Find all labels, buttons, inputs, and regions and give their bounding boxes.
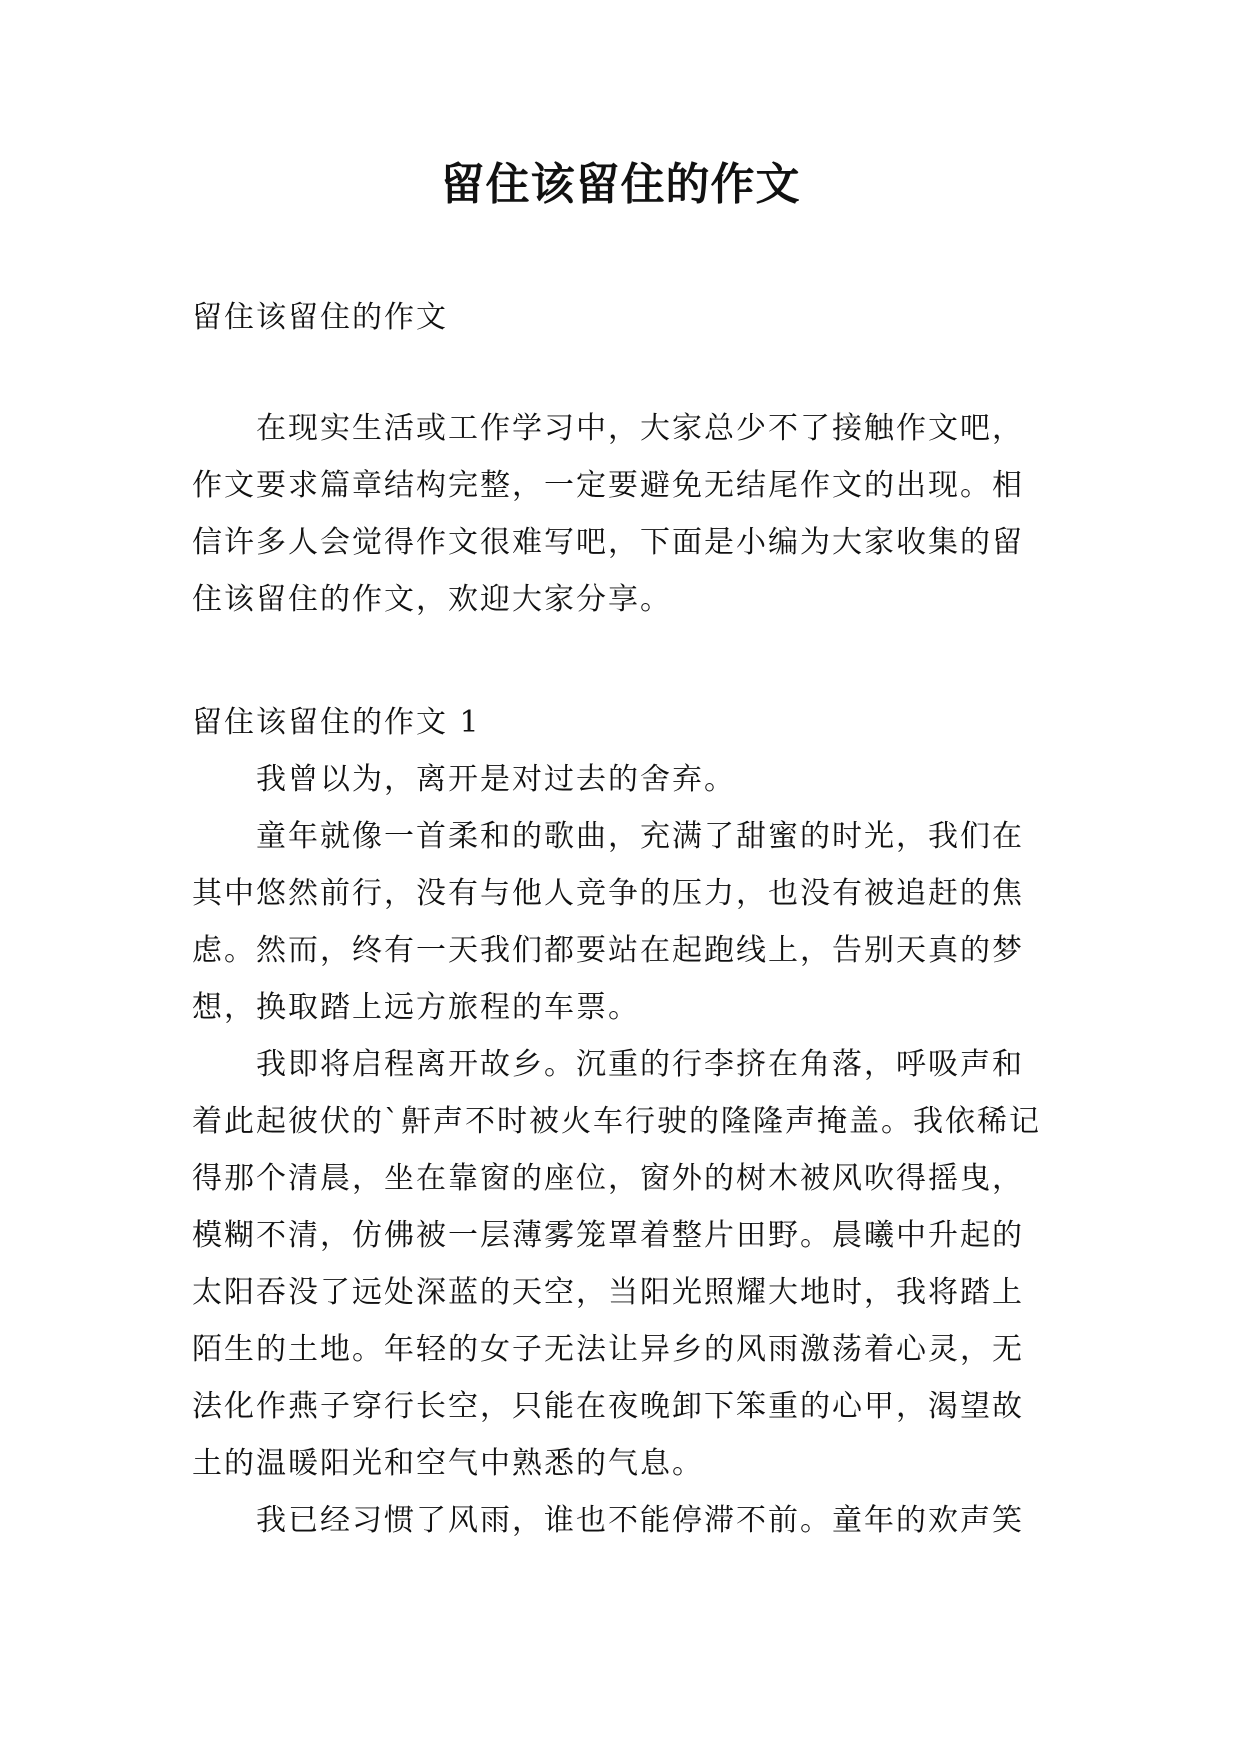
paragraph: 我即将启程离开故乡。沉重的行李挤在角落，呼吸声和着此起彼伏的`鼾声不时被火车行驶的隆隆声掩盖。我依稀记得那个清晨，坐在靠窗的座位，窗外的树木被风吹得摇曳，模糊不清，仿佛被一层薄雾笼罩着整片田野。晨曦中升起的太阳吞没了远处深蓝的天空，当阳光照耀大地时，我将踏上陌生的土地。年轻的女子无法让异乡的风雨激荡着心灵，无法化作燕子穿行长空，只能在夜晚卸下笨重的心甲，渴望故土的温暖阳光和空气中熟悉的气息。 [192,1047,1041,1481]
paragraph: 童年就像一首柔和的歌曲，充满了甜蜜的时光，我们在其中悠然前行，没有与他人竞争的压力，也没有被追赶的焦虑。然而，终有一天我们都要站在起跑线上，告别天真的梦想，换取踏上远方旅程的车票。 [192,819,1024,1025]
document-title: 留住该留住的作文 [440,159,801,210]
section-heading: 留住该留住的作文 1 [192,705,481,740]
intro-paragraph: 在现实生活或工作学习中，大家总少不了接触作文吧，作文要求篇章结构完整，一定要避免无结尾作文的出现。相信许多人会觉得作文很难写吧，下面是小编为大家收集的留住该留住的作文，欢迎大家分享。 [192,411,1024,617]
paragraph: 我已经习惯了风雨，谁也不能停滞不前。童年的欢声笑 [256,1503,1024,1538]
paragraph: 我曾以为，离开是对过去的舍弃。 [256,762,736,797]
essay-body [192,751,1052,1549]
document-subtitle: 留住该留住的作文 [192,300,448,335]
